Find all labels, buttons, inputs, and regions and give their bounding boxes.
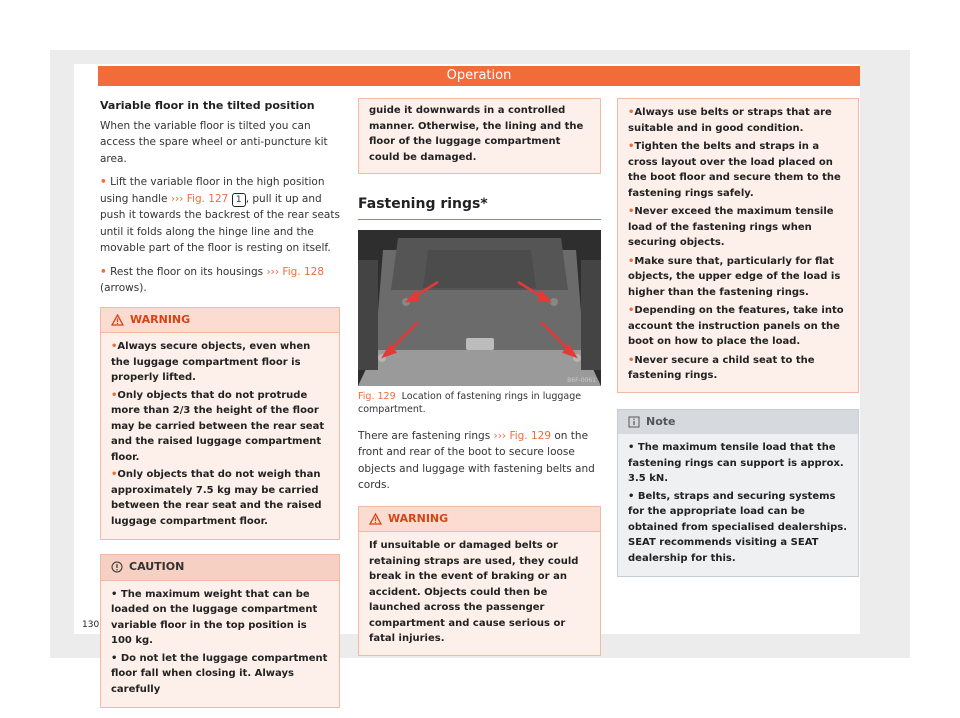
warning-item: • Tighten the belts and straps in a cross layout over the load placed on the boot floor and secure them to the fastening rings safely. xyxy=(628,139,848,201)
caution-item-text: Do not let the luggage compartment floor fall when closing it. Always carefully xyxy=(111,652,328,695)
note-title: Note xyxy=(646,414,676,428)
luggage-compartment-figure xyxy=(358,230,601,386)
warning-item: • Always use belts or straps that are suitable and in good condition. xyxy=(628,105,848,136)
step-1 xyxy=(100,174,340,257)
body-text-b: on the front and rear of the boot to secure loose objects and luggage with fastening belts and cords. xyxy=(358,429,595,491)
note-item-text: The maximum tensile load that the fastening rings can support is approx. 3.5 kN. xyxy=(628,442,844,484)
warning-item: • Never secure a child seat to the fastening rings. xyxy=(628,353,848,384)
fig-128-link[interactable]: ››› Fig. 128 xyxy=(266,265,324,278)
body-paragraph xyxy=(358,428,601,494)
column-right xyxy=(617,98,859,587)
figure-caption xyxy=(358,390,601,416)
warning-box-2 xyxy=(358,506,601,656)
column-middle xyxy=(358,98,601,666)
step-2-text-b: (arrows). xyxy=(100,282,147,294)
step-2 xyxy=(100,264,340,297)
figure-caption-text: Location of fastening rings in luggage compartment. xyxy=(358,390,582,415)
fig-129-link[interactable]: ››› Fig. 129 xyxy=(493,429,552,442)
intro-paragraph: When the variable floor is tilted you can access the spare wheel or anti-puncture kit area. xyxy=(100,119,328,165)
warning-item: • Only objects that do not weigh than approximately 7.5 kg may be carried between the rear seat and the raised luggage compartment floor. xyxy=(111,467,329,529)
page-number: 130 xyxy=(82,620,100,630)
note-box xyxy=(617,409,859,578)
note-body xyxy=(618,434,858,576)
warning-triangle-icon xyxy=(369,513,382,525)
caution-circle-icon xyxy=(111,561,123,573)
caution-title: CAUTION xyxy=(129,560,185,573)
column-left xyxy=(100,98,340,718)
caution-body xyxy=(101,581,339,708)
step-1-text-a: Lift the variable floor in the high position using handle xyxy=(100,176,325,205)
step-2-text-a: Rest the floor on its housings xyxy=(110,265,264,278)
note-item: • The maximum tensile load that the fastening rings can support is approx. 3.5 kN. xyxy=(628,442,844,484)
warning-triangle-icon xyxy=(111,314,124,326)
caution-item: • The maximum weight that can be loaded on the luggage compartment variable floor in the top position is 100 kg. xyxy=(111,588,318,646)
step-1-text-b: , pull it up and push it towards the backrest of the rear seats until it folds along the hinge line and the movable part of the floor is resting on itself. xyxy=(100,192,340,254)
subsection-heading: Variable floor in the tilted position xyxy=(100,99,315,112)
warning-item: • Make sure that, particularly for flat objects, the upper edge of the load is higher than the fastening rings. xyxy=(628,254,848,301)
warning-title: WARNING xyxy=(130,312,191,326)
warning-header-2 xyxy=(359,507,600,533)
warning-header xyxy=(101,308,339,334)
body-text-a: There are fastening rings xyxy=(358,429,491,442)
callout-number: 1 xyxy=(232,193,246,207)
warning-item: • Never exceed the maximum tensile load of the fastening rings when securing objects. xyxy=(628,204,848,251)
boot-illustration xyxy=(358,230,601,386)
caution-box xyxy=(100,554,340,708)
warning-body xyxy=(101,333,339,539)
info-icon xyxy=(628,416,640,428)
fig-127-link[interactable]: ››› Fig. 127 xyxy=(170,192,229,205)
note-header xyxy=(618,410,858,435)
warning-item: • Depending on the features, take into account the instruction panels on the boot on how to place the load. xyxy=(628,303,848,350)
note-item-text: Belts, straps and securing systems for the appropriate load can be obtained from specialised dealerships. SEAT recommends visiting a SEAT dealership for this. xyxy=(628,490,848,564)
warning-box xyxy=(100,307,340,541)
warning-body-2: If unsuitable or damaged belts or retaining straps are used, they could break in the event of braking or an accident. Objects could then be launched across the passenger compartment and cause serious or fatal injuries. xyxy=(369,540,579,644)
warning-item: • Always secure objects, even when the luggage compartment floor is properly lifted. xyxy=(111,339,329,386)
warning-title-2: WARNING xyxy=(388,511,449,525)
figure-label: Fig. 129 xyxy=(358,390,396,402)
caution-item: • Do not let the luggage compartment floor fall when closing it. Always carefully xyxy=(111,652,328,695)
section-title: Fastening rings* xyxy=(358,196,601,220)
warning-item: • Only objects that do not protrude more than 2/3 the height of the floor may be carried between the rear seat and the raised luggage compartment floor. xyxy=(111,388,329,466)
caution-item-text: The maximum weight that can be loaded on the luggage compartment variable floor in the top position is 100 kg. xyxy=(111,588,318,646)
section-header: Operation xyxy=(98,66,860,86)
note-item: • Belts, straps and securing systems for the appropriate load can be obtained from specialised dealerships. SEAT recommends visiting a SEAT dealership for this. xyxy=(628,490,848,564)
caution-header xyxy=(101,555,339,581)
caution-continued: guide it downwards in a controlled manner. Otherwise, the lining and the floor of the luggage compartment could be damaged. xyxy=(358,98,601,174)
warning-continued xyxy=(617,98,859,393)
figure-code: B6F-0061 xyxy=(567,376,596,384)
